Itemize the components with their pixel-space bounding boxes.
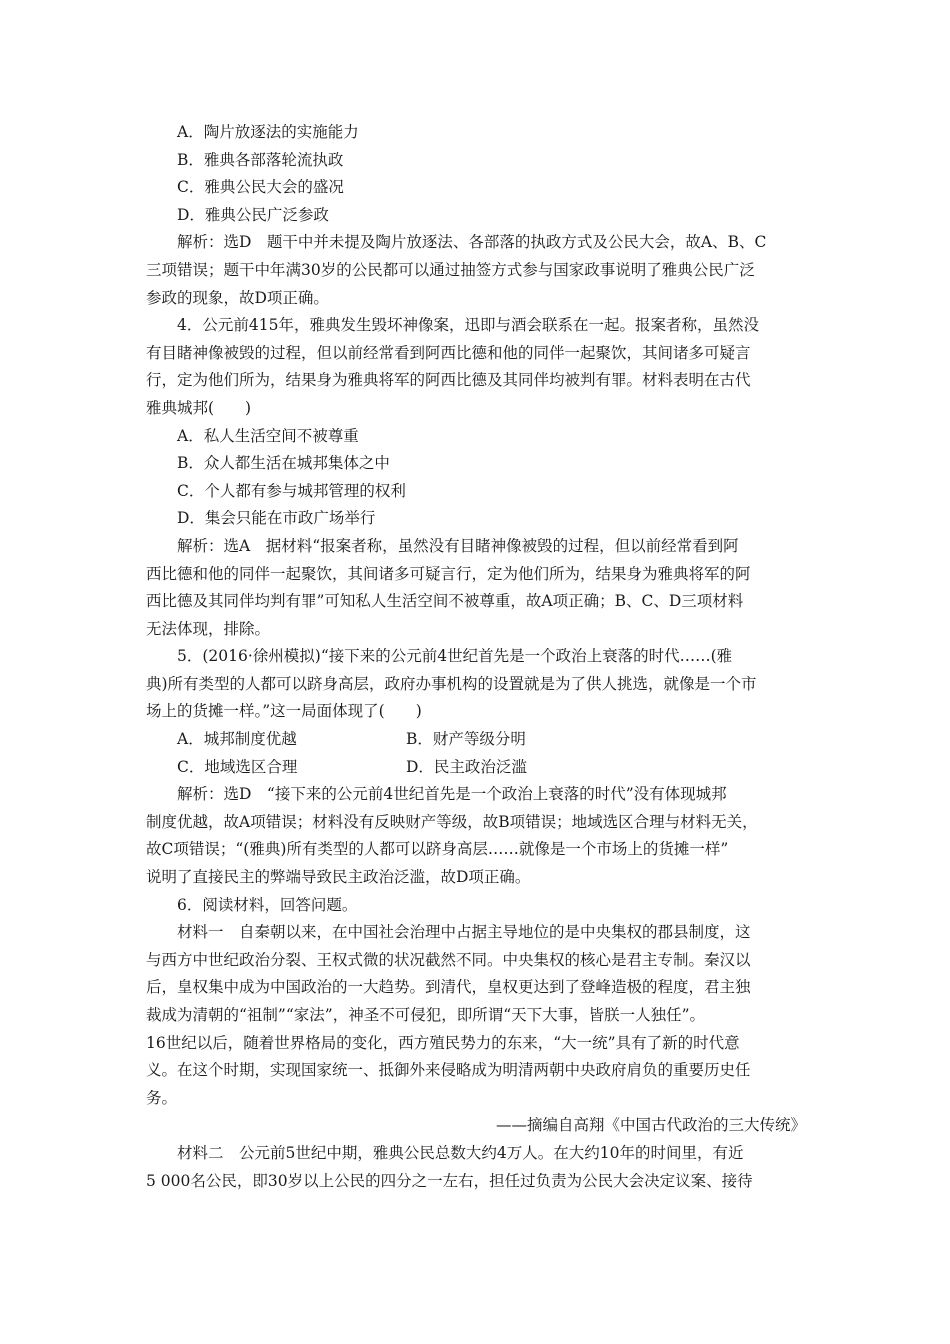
analysis-line: 参政的现象，故D项正确。	[146, 288, 329, 307]
analysis-line: 解析：选D 题干中并未提及陶片放逐法、各部落的执政方式及公民大会，故A、B、C	[177, 233, 767, 252]
stem-line: 4．公元前415年，雅典发生毁坏神像案，迅即与酒会联系在一起。报案者称，虽然没	[177, 316, 759, 335]
option-d: D．集会只能在市政广场举行	[177, 509, 376, 528]
option-c: C．雅典公民大会的盛况	[177, 178, 344, 197]
analysis-line: 解析：选D “接下来的公元前4世纪首先是一个政治上衰落的时代”没有体现城邦	[177, 785, 727, 804]
option-c: C．个人都有参与城邦管理的权利	[177, 481, 406, 500]
question-stem	[146, 643, 812, 726]
option-d: D．雅典公民广泛参政	[177, 205, 329, 224]
stem-line: 典)所有类型的人都可以跻身高层，政府办事机构的设置就是为了供人挑选，就像是一个市	[146, 674, 757, 693]
material-line: 16世纪以后，随着世界格局的变化，西方殖民势力的东来，“大一统”具有了新的时代意	[146, 1033, 740, 1052]
page-content	[146, 119, 812, 1195]
stem-line: 行，定为他们所为，结果身为雅典将军的阿西比德及其同伴均被判有罪。材料表明在古代	[146, 371, 751, 390]
analysis-line: 制度优越，故A项错误；材料没有反映财产等级，故B项错误；地域选区合理与材料无关，	[146, 812, 758, 831]
material-one	[146, 919, 812, 1112]
analysis-paragraph	[146, 229, 812, 312]
question-4-block	[146, 312, 812, 643]
material-source: ——摘编自高翔《中国古代政治的三大传统》	[495, 1116, 806, 1135]
options-row	[146, 754, 812, 782]
option-c: C．地域选区合理	[177, 757, 298, 776]
stem-line: 有目睹神像被毁的过程，但以前经常看到阿西比德和他的同伴一起聚饮，其间诸多可疑言	[146, 343, 751, 362]
analysis-line: 解析：选A 据材料“报案者称，虽然没有目睹神像被毁的过程，但以前经常看到阿	[177, 536, 739, 555]
material-line: 务。	[146, 1088, 178, 1107]
option-d: D．民主政治泛滥	[406, 757, 527, 776]
options-row	[146, 726, 812, 754]
option-a: A．陶片放逐法的实施能力	[177, 123, 359, 141]
analysis-line: 三项错误；题干中年满30岁的公民都可以通过抽签方式参与国家政事说明了雅典公民广泛	[146, 260, 755, 279]
material-two	[146, 1140, 812, 1195]
question-stem: 6．阅读材料，回答问题。	[177, 895, 358, 914]
analysis-line: 西比德及其同伴均判有罪”可知私人生活空间不被尊重，故A项正确；B、C、D三项材料	[146, 592, 744, 611]
question-5-block	[146, 643, 812, 891]
option-a: A．私人生活空间不被尊重	[177, 426, 359, 445]
stem-line: 5．(2016·徐州模拟)“接下来的公元前4世纪首先是一个政治上衰落的时代……(雅	[177, 647, 733, 666]
analysis-line: 说明了直接民主的弊端导致民主政治泛滥，故D项正确。	[146, 868, 531, 887]
option-a: A．城邦制度优越	[177, 730, 297, 749]
material-line: 材料二 公元前5世纪中期，雅典公民总数大约4万人。在大约10年的时间里，有近	[177, 1143, 744, 1162]
material-line: 5 000名公民，即30岁以上公民的四分之一左右，担任过负责为公民大会决定议案、接待	[146, 1171, 753, 1190]
stem-line: 雅典城邦( )	[146, 398, 252, 417]
material-line: 裁成为清朝的“祖制”“家法”，神圣不可侵犯，即所谓“天下大事，皆朕一人独任”。	[146, 1006, 706, 1024]
material-line: 与西方中世纪政治分裂、王权式微的状况截然不同。中央集权的核心是君主专制。秦汉以	[146, 950, 751, 969]
analysis-paragraph	[146, 533, 812, 643]
question-stem	[146, 312, 812, 422]
stem-line: 场上的货摊一样。”这一局面体现了( )	[146, 702, 422, 721]
analysis-line: 西比德和他的同伴一起聚饮，其间诸多可疑言行，定为他们所为，结果身为雅典将军的阿	[146, 564, 751, 583]
analysis-paragraph	[146, 781, 812, 891]
analysis-line: 无法体现，排除。	[146, 619, 271, 638]
question-3-block	[146, 119, 812, 312]
option-b: B．财产等级分明	[406, 730, 526, 749]
question-6-block	[146, 892, 812, 1196]
option-b: B．众人都生活在城邦集体之中	[177, 454, 390, 473]
material-line: 材料一 自秦朝以来，在中国社会治理中占据主导地位的是中央集权的郡县制度，这	[177, 923, 751, 942]
material-line: 义。在这个时期，实现国家统一、抵御外来侵略成为明清两朝中央政府肩负的重要历史任	[146, 1061, 751, 1080]
analysis-line: 故C项错误；“(雅典)所有类型的人都可以跻身高层……就像是一个市场上的货摊一样”	[146, 840, 729, 859]
material-line: 后，皇权集中成为中国政治的一大趋势。到清代，皇权更达到了登峰造极的程度，君主独	[146, 978, 751, 997]
option-b: B．雅典各部落轮流执政	[177, 150, 344, 169]
